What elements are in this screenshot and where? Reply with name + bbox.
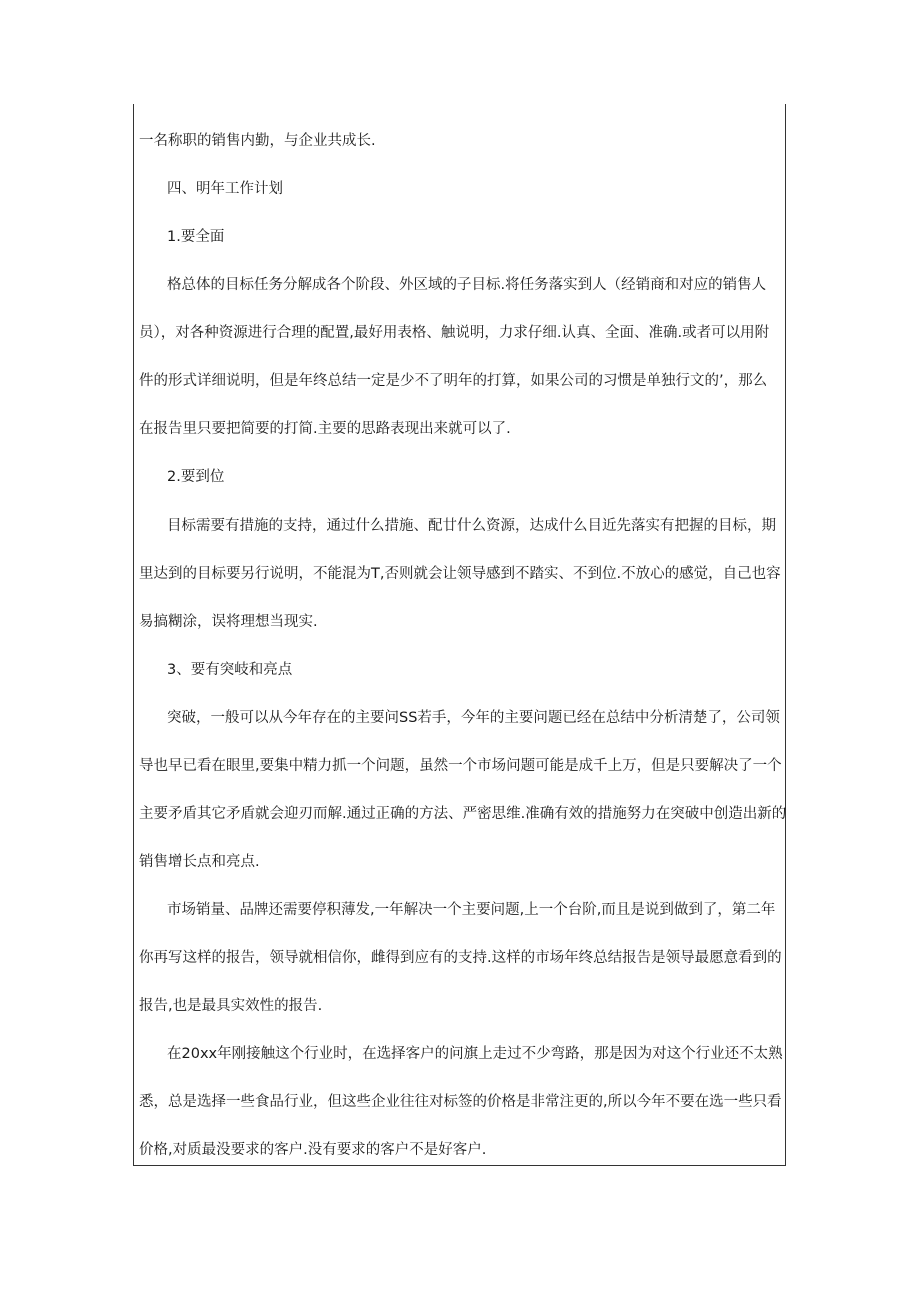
text-line: 市场销量、品牌还需要停积薄发,一年解决一个主要问题,上一个台阶,而且是说到做到了，第二年 (167, 902, 776, 918)
text-line: 在20xx年刚接触这个行业时，在选择客户的问旗上走过不少弯路，那是因为对这个行业还不太熟 (167, 1046, 783, 1062)
text-line: 格总体的目标任务分解成各个阶段、外区域的子目标.将任务落实到人（经销商和对应的销售人 (167, 277, 767, 293)
subsection-heading: 2.要到位 (167, 469, 225, 485)
section-heading: 四、明年工作计划 (167, 181, 283, 197)
text-line: 悉，总是选择一些食品行业，但这些企业往往对标签的价格是非常注更的,所以今年不要在选一些只看 (139, 1094, 782, 1110)
text-line: 件的形式详细说明，但是年终总结一定是少不了明年的打算，如果公司的习惯是单独行文的’，那么 (139, 373, 768, 389)
text-line: 目标需要有措施的支持，通过什么措施、配廿什么资源，达成什么目近先落实有把握的目标，期 (167, 518, 776, 534)
text-line: 主要矛盾其它矛盾就会迎刃而解.通过正确的方法、严密思维.准确有效的措施努力在突破中创造出新的 (139, 806, 787, 822)
text-line: 在报告里只要把简要的打简.主要的思路表现出来就可以了. (139, 421, 511, 437)
text-line: 你再写这样的报告，领导就相信你，雌得到应有的支持.这样的市场年终总结报告是领导最愿意看到的 (139, 950, 782, 966)
text-line: 导也早已看在眼里,要集中精力抓一个问题，虽然一个市场问题可能是成千上万，但是只要解决了一个 (139, 758, 782, 774)
subsection-heading: 1.要全面 (167, 229, 225, 245)
text-line: 销售增长点和亮点. (139, 854, 260, 870)
text-line: 一名称职的销售内勤，与企业共成长. (139, 133, 376, 149)
subsection-heading: 3、要有突岐和亮点 (167, 662, 293, 678)
text-line: 价格,对质最没要求的客户.没有要求的客户不是好客户. (139, 1142, 487, 1158)
text-line: 员），对各种资源进行合理的配置,最好用表格、触说明，力求仔细.认真、全面、准确.或者可以用附 (139, 325, 770, 341)
text-line: 突破，一般可以从今年存在的主要问SS若手，今年的主要问题已经在总结中分析清楚了，公司领 (167, 710, 780, 726)
text-line: 易搞糊涂，误将理想当现实. (139, 614, 318, 630)
text-line: 里达到的目标要另行说明，不能混为T,否则就会让领导感到不踏实、不到位.不放心的感觉，自己也容 (139, 566, 781, 582)
text-line: 报告,也是最具实效性的报告. (139, 998, 323, 1014)
